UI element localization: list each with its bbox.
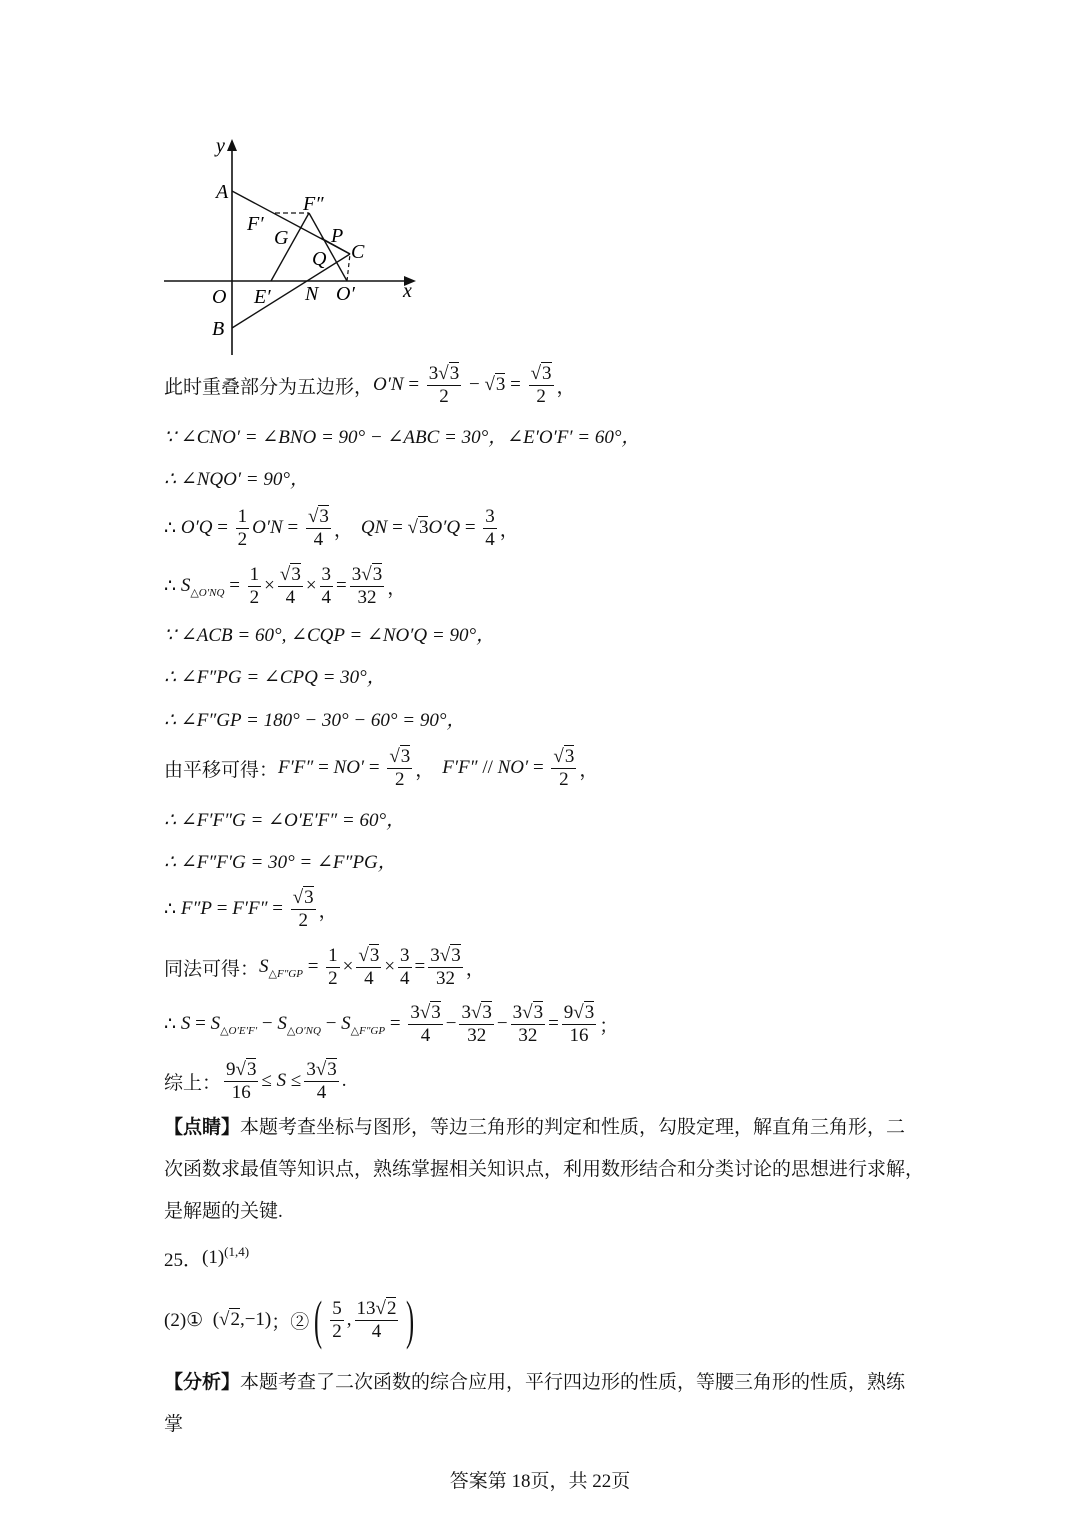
line-area-onq: ∴ S △O′NQ = $\frac{1}{2}$ × $\frac{√3}{4}$ × $\frac{3}{4}$ = $\frac{3√3}{32}$ ，: [164, 563, 407, 608]
line-area-s: ∴ S = S △O′E′F′ − S △O′NQ − S △F″GP = $\frac{3√3}{4}$ − $\frac{3√3}{32}$ − $\frac{3√3}{32}$ = $\frac{9√3}{16}$ ；: [164, 1001, 619, 1046]
label-y: y: [216, 135, 225, 157]
q25-part2: (2)① ( √2 ,−1) ；② ( $\frac{5}{2}$ , $\frac{13√2}{4}$ ): [164, 1290, 415, 1350]
line-angle-ffg: ∴ ∠F′F″G = ∠O′E′F″ = 60°，: [164, 809, 406, 831]
line-angle-nqo: ∴ ∠NQO′ = 90°，: [164, 468, 309, 490]
label-x: x: [403, 280, 412, 302]
label-A: A: [216, 181, 229, 203]
line-area-fgp: 同法可得： S △F″GP = $\frac{1}{2}$ × $\frac{√3}{4}$ × $\frac{3}{4}$ = $\frac{3√3}{32}$ ，: [164, 944, 485, 989]
line-angle-acb: ∵ ∠ACB = 60°, ∠CQP = ∠NO′Q = 90°，: [164, 624, 496, 646]
fenxi-paragraph: 【分析】本题考查了二次函数的综合应用，平行四边形的性质，等腰三角形的性质，熟练掌: [164, 1372, 906, 1435]
line-angle-fpg: ∴ ∠F″PG = ∠CPQ = 30°，: [164, 666, 386, 688]
page-footer: 答案第 18页，共 22页: [449, 1471, 631, 1492]
geometry-figure: [150, 130, 430, 365]
label-Fpp: F″: [303, 193, 324, 215]
label-Fp: F′: [247, 213, 264, 235]
label-N: N: [305, 283, 319, 305]
dianjing-tag: 【点睛】: [164, 1117, 241, 1138]
line-pentagon: 此时重叠部分为五边形， O′N = $\frac{3√3}{2}$ − √3 = $\frac{√3}{2}$ ，: [164, 362, 576, 407]
line-angle-fgp: ∴ ∠F″GP = 180° − 30° − 60° = 90°，: [164, 709, 466, 731]
label-P: P: [331, 225, 344, 247]
line-oq: ∴ O′Q = $\frac{1}{2}$ O′N = $\frac{√3}{4}$ ， QN = √3 O′Q = $\frac{3}{4}$ ，: [164, 505, 519, 550]
line-summary: 综上： $\frac{9√3}{16}$ ≤ S ≤ $\frac{3√3}{4}$ .: [164, 1058, 347, 1103]
label-Q: Q: [312, 248, 327, 270]
label-Ep: E′: [254, 286, 271, 308]
fenxi-tag: 【分析】: [164, 1372, 241, 1393]
label-Op: O′: [336, 283, 355, 305]
q25-part1: 25． (1) (1,4): [164, 1244, 250, 1271]
label-O: O: [212, 286, 227, 308]
dianjing-paragraph: 【点睛】本题考查坐标与图形，等边三角形的判定和性质，勾股定理，解直角三角形，二次函数求最值等知识点，熟练掌握相关知识点，利用数形结合和分类讨论的思想进行求解，是解题的关键.: [164, 1117, 925, 1222]
line-angle-cno: ∵ ∠CNO′ = ∠BNO = 90° − ∠ABC = 30°，∠E′O′F′ = 60°，: [164, 426, 641, 448]
label-G: G: [274, 227, 289, 249]
line-translation: 由平移可得： F′F″ = NO′ = $\frac{√3}{2}$ ， F′F″ // NO′ = $\frac{√3}{2}$ ，: [164, 745, 599, 790]
label-C: C: [351, 241, 365, 263]
label-B: B: [212, 318, 225, 340]
line-angle-ffg-30: ∴ ∠F″F′G = 30° = ∠F″PG，: [164, 851, 397, 873]
line-fp: ∴ F″P = F′F″ = $\frac{√3}{2}$ ，: [164, 886, 338, 931]
